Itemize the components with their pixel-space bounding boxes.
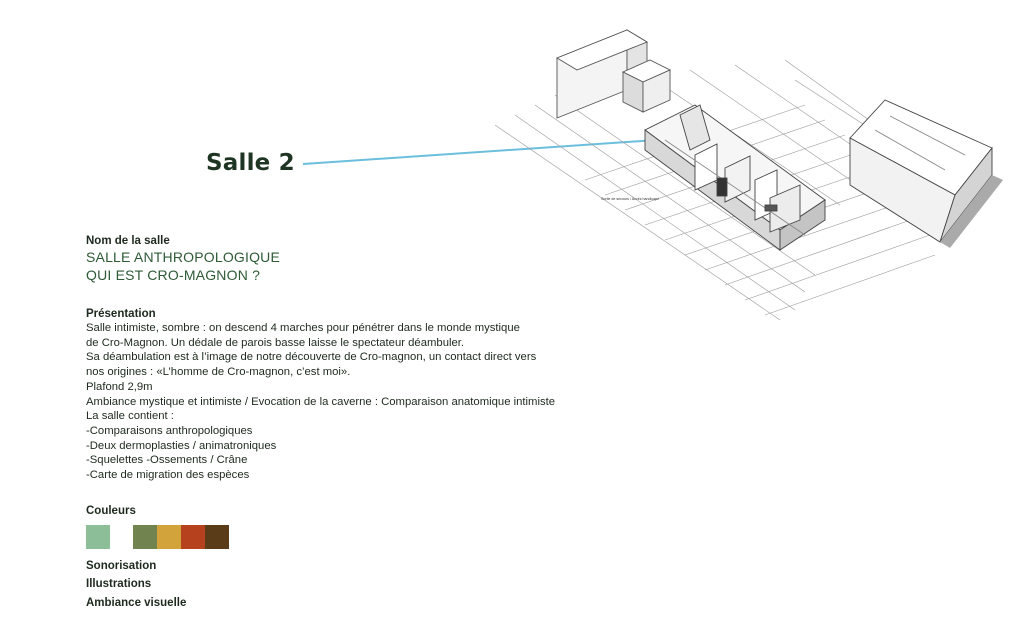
presentation-line: Sa déambulation est à l’image de notre découverte de Cro-magnon, un contact direct vers [86,351,537,364]
color-swatch [133,525,157,549]
illustrations-label: Illustrations [86,578,152,590]
floor-plan-drawing [495,20,1015,325]
color-swatch [205,525,229,549]
salle-title: Salle 2 [206,150,295,176]
room-name-line2: QUI EST CRO-MAGNON ? [86,267,261,283]
presentation-line: nos origines : «L’homme de Cro-magnon, c’est moi». [86,366,351,379]
color-swatch [157,525,181,549]
colors-label: Couleurs [86,505,136,517]
presentation-line: -Comparaisons anthropologiques [86,424,253,437]
color-swatch [86,525,110,549]
presentation-text [86,321,555,483]
color-swatches [86,525,236,549]
presentation-label: Présentation [86,308,156,320]
color-swatch [181,525,205,549]
presentation-line: -Deux dermoplasties / animatroniques [86,439,277,452]
presentation-line: Ambiance mystique et intimiste / Evocation de la caverne : Comparaison anatomique intimiste [86,395,556,408]
presentation-line: -Squelettes -Ossements / Crâne [86,454,248,467]
sonorisation-label: Sonorisation [86,560,157,572]
room-name-label: Nom de la salle [86,235,170,247]
drawing-caption: Sortie de secours / Accès handicapé [601,197,660,201]
presentation-line: La salle contient : [86,410,174,423]
presentation-line: de Cro-Magnon. Un dédale de parois basse laisse le spectateur déambuler. [86,336,465,349]
presentation-line: Plafond 2,9m [86,380,153,393]
ambiance-visuelle-label: Ambiance visuelle [86,597,187,609]
presentation-line: -Carte de migration des espèces [86,469,250,482]
room-name-line1: SALLE ANTHROPOLOGIQUE [86,249,281,265]
presentation-line: Salle intimiste, sombre : on descend 4 marches pour pénétrer dans le monde mystique [86,322,520,334]
